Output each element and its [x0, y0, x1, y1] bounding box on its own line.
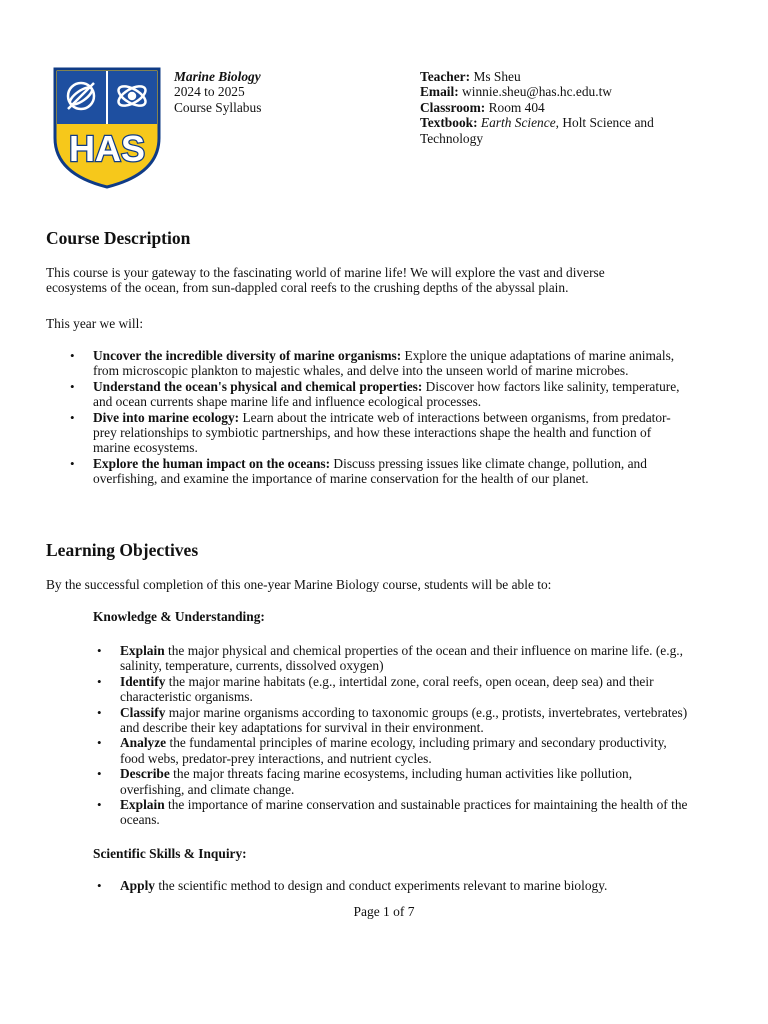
teacher-label: Teacher:	[420, 69, 471, 84]
bullet-bold: Identify	[120, 673, 166, 689]
teacher-info	[420, 69, 720, 146]
bullet-icon: •	[70, 348, 75, 363]
course-years: 2024 to 2025	[174, 84, 245, 100]
list-item	[97, 643, 740, 674]
list-item	[70, 348, 743, 379]
objectives-intro: By the successful completion of this one-year Marine Biology course, students will be able to:	[46, 577, 552, 592]
classroom-value: Room 404	[488, 99, 545, 115]
list-item	[70, 455, 743, 487]
description-line: ecosystems of the ocean, from sun-dappled coral reefs to the crushing depths of the abyssal plain.	[46, 280, 569, 296]
page-number: Page 1 of 7	[353, 904, 415, 919]
bullet-icon: •	[97, 797, 102, 813]
list-item	[70, 409, 743, 456]
bullet-icon: •	[97, 766, 102, 782]
bullet-text: overfishing, and climate change.	[120, 781, 295, 797]
bullet-icon: •	[97, 673, 102, 689]
bullet-bold: Dive into marine ecology:	[93, 409, 240, 425]
bullet-icon: •	[97, 643, 102, 658]
bullet-bold: Explain	[120, 797, 165, 813]
bullet-text: major marine organisms according to taxonomic groups (e.g., protists, invertebrates, vertebrates)	[165, 704, 688, 720]
bullet-text: Explore the unique adaptations of marine animals,	[401, 348, 675, 363]
bullet-text: and describe their key adaptations for survival in their environment.	[120, 720, 484, 736]
textbook-line2: Technology	[420, 130, 484, 146]
bullet-icon: •	[97, 704, 102, 720]
skills-heading: Scientific Skills & Inquiry:	[93, 846, 247, 861]
email-label: Email:	[420, 84, 459, 100]
bullet-text: prey relationships to symbiotic partnerships, and how these interactions shape the health and function of	[93, 425, 652, 441]
course-description-heading: Course Description	[46, 228, 191, 248]
bullet-icon: •	[97, 735, 102, 751]
bullet-text: from microscopic plankton to majestic whales, and delve into the unseen world of marine microbes.	[93, 363, 629, 379]
this-year-text: This year we will:	[46, 316, 144, 331]
list-item	[70, 378, 743, 410]
bullet-text: Discover how factors like salinity, temperature,	[422, 378, 680, 394]
course-title: Marine Biology	[174, 69, 261, 84]
bullet-bold: Classify	[120, 704, 166, 720]
course-info	[174, 69, 394, 115]
bullet-text: the fundamental principles of marine ecology, including primary and secondary productivity,	[166, 735, 667, 751]
bullet-text: Discuss pressing issues like climate change, pollution, and	[330, 455, 647, 471]
bullet-text: and ocean currents shape marine life and influence ecological processes.	[93, 394, 482, 410]
bullet-bold: Apply	[120, 878, 155, 893]
knowledge-bullets	[97, 643, 740, 828]
list-item	[97, 878, 740, 893]
email-value: winnie.sheu@has.hc.edu.tw	[462, 84, 612, 100]
bullet-icon: •	[70, 378, 75, 394]
bullet-text: oceans.	[120, 812, 160, 828]
bullet-text: the major physical and chemical properties of the ocean and their influence on marine life. (e.g.,	[164, 643, 683, 658]
bullet-icon: •	[70, 409, 75, 425]
bullet-text: salinity, temperature, currents, dissolved oxygen)	[120, 658, 384, 674]
textbook-label: Textbook:	[420, 115, 478, 131]
bullet-text: the importance of marine conservation and sustainable practices for maintaining the health of the	[164, 797, 688, 813]
school-logo	[52, 66, 162, 190]
knowledge-heading: Knowledge & Understanding:	[93, 609, 265, 624]
list-item	[97, 766, 740, 797]
textbook-rest: , Holt Science and	[555, 115, 654, 131]
classroom-label: Classroom:	[420, 99, 486, 115]
bullet-text: the scientific method to design and conduct experiments relevant to marine biology.	[154, 878, 608, 893]
description-paragraph	[46, 265, 736, 296]
list-item	[97, 704, 740, 736]
skills-bullets	[97, 878, 740, 893]
bullet-bold: Explain	[120, 643, 165, 658]
textbook-title: Earth Science	[480, 115, 556, 131]
bullet-text: food webs, predator-prey interactions, and nutrient cycles.	[120, 750, 432, 766]
description-line: This course is your gateway to the fascinating world of marine life! We will explore the vast and diverse	[46, 265, 605, 280]
bullet-bold: Explore the human impact on the oceans:	[93, 455, 331, 471]
bullet-text: marine ecosystems.	[93, 440, 198, 456]
bullet-text: the major threats facing marine ecosystems, including human activities like pollution,	[169, 766, 633, 782]
list-item	[97, 797, 740, 828]
description-bullets	[70, 348, 743, 487]
doc-type: Course Syllabus	[174, 99, 262, 115]
teacher-name: Ms Sheu	[473, 69, 521, 84]
bullet-icon: •	[70, 455, 75, 471]
logo-text: HAS	[68, 128, 146, 169]
learning-objectives-heading: Learning Objectives	[46, 540, 199, 560]
bullet-text: overfishing, and examine the importance of marine conservation for the health of our planet.	[93, 471, 589, 487]
bullet-bold: Uncover the incredible diversity of marine organisms:	[93, 348, 402, 363]
list-item	[97, 673, 740, 705]
bullet-bold: Analyze	[120, 735, 167, 751]
bullet-text: characteristic organisms.	[120, 689, 253, 705]
list-item	[97, 735, 740, 766]
bullet-bold: Understand the ocean's physical and chemical properties:	[93, 378, 423, 394]
bullet-icon: •	[97, 878, 102, 893]
bullet-text: Learn about the intricate web of interactions between organisms, from predator-	[239, 409, 671, 425]
bullet-bold: Describe	[120, 766, 170, 782]
bullet-text: the major marine habitats (e.g., intertidal zone, coral reefs, open ocean, deep sea) and their	[165, 673, 654, 689]
